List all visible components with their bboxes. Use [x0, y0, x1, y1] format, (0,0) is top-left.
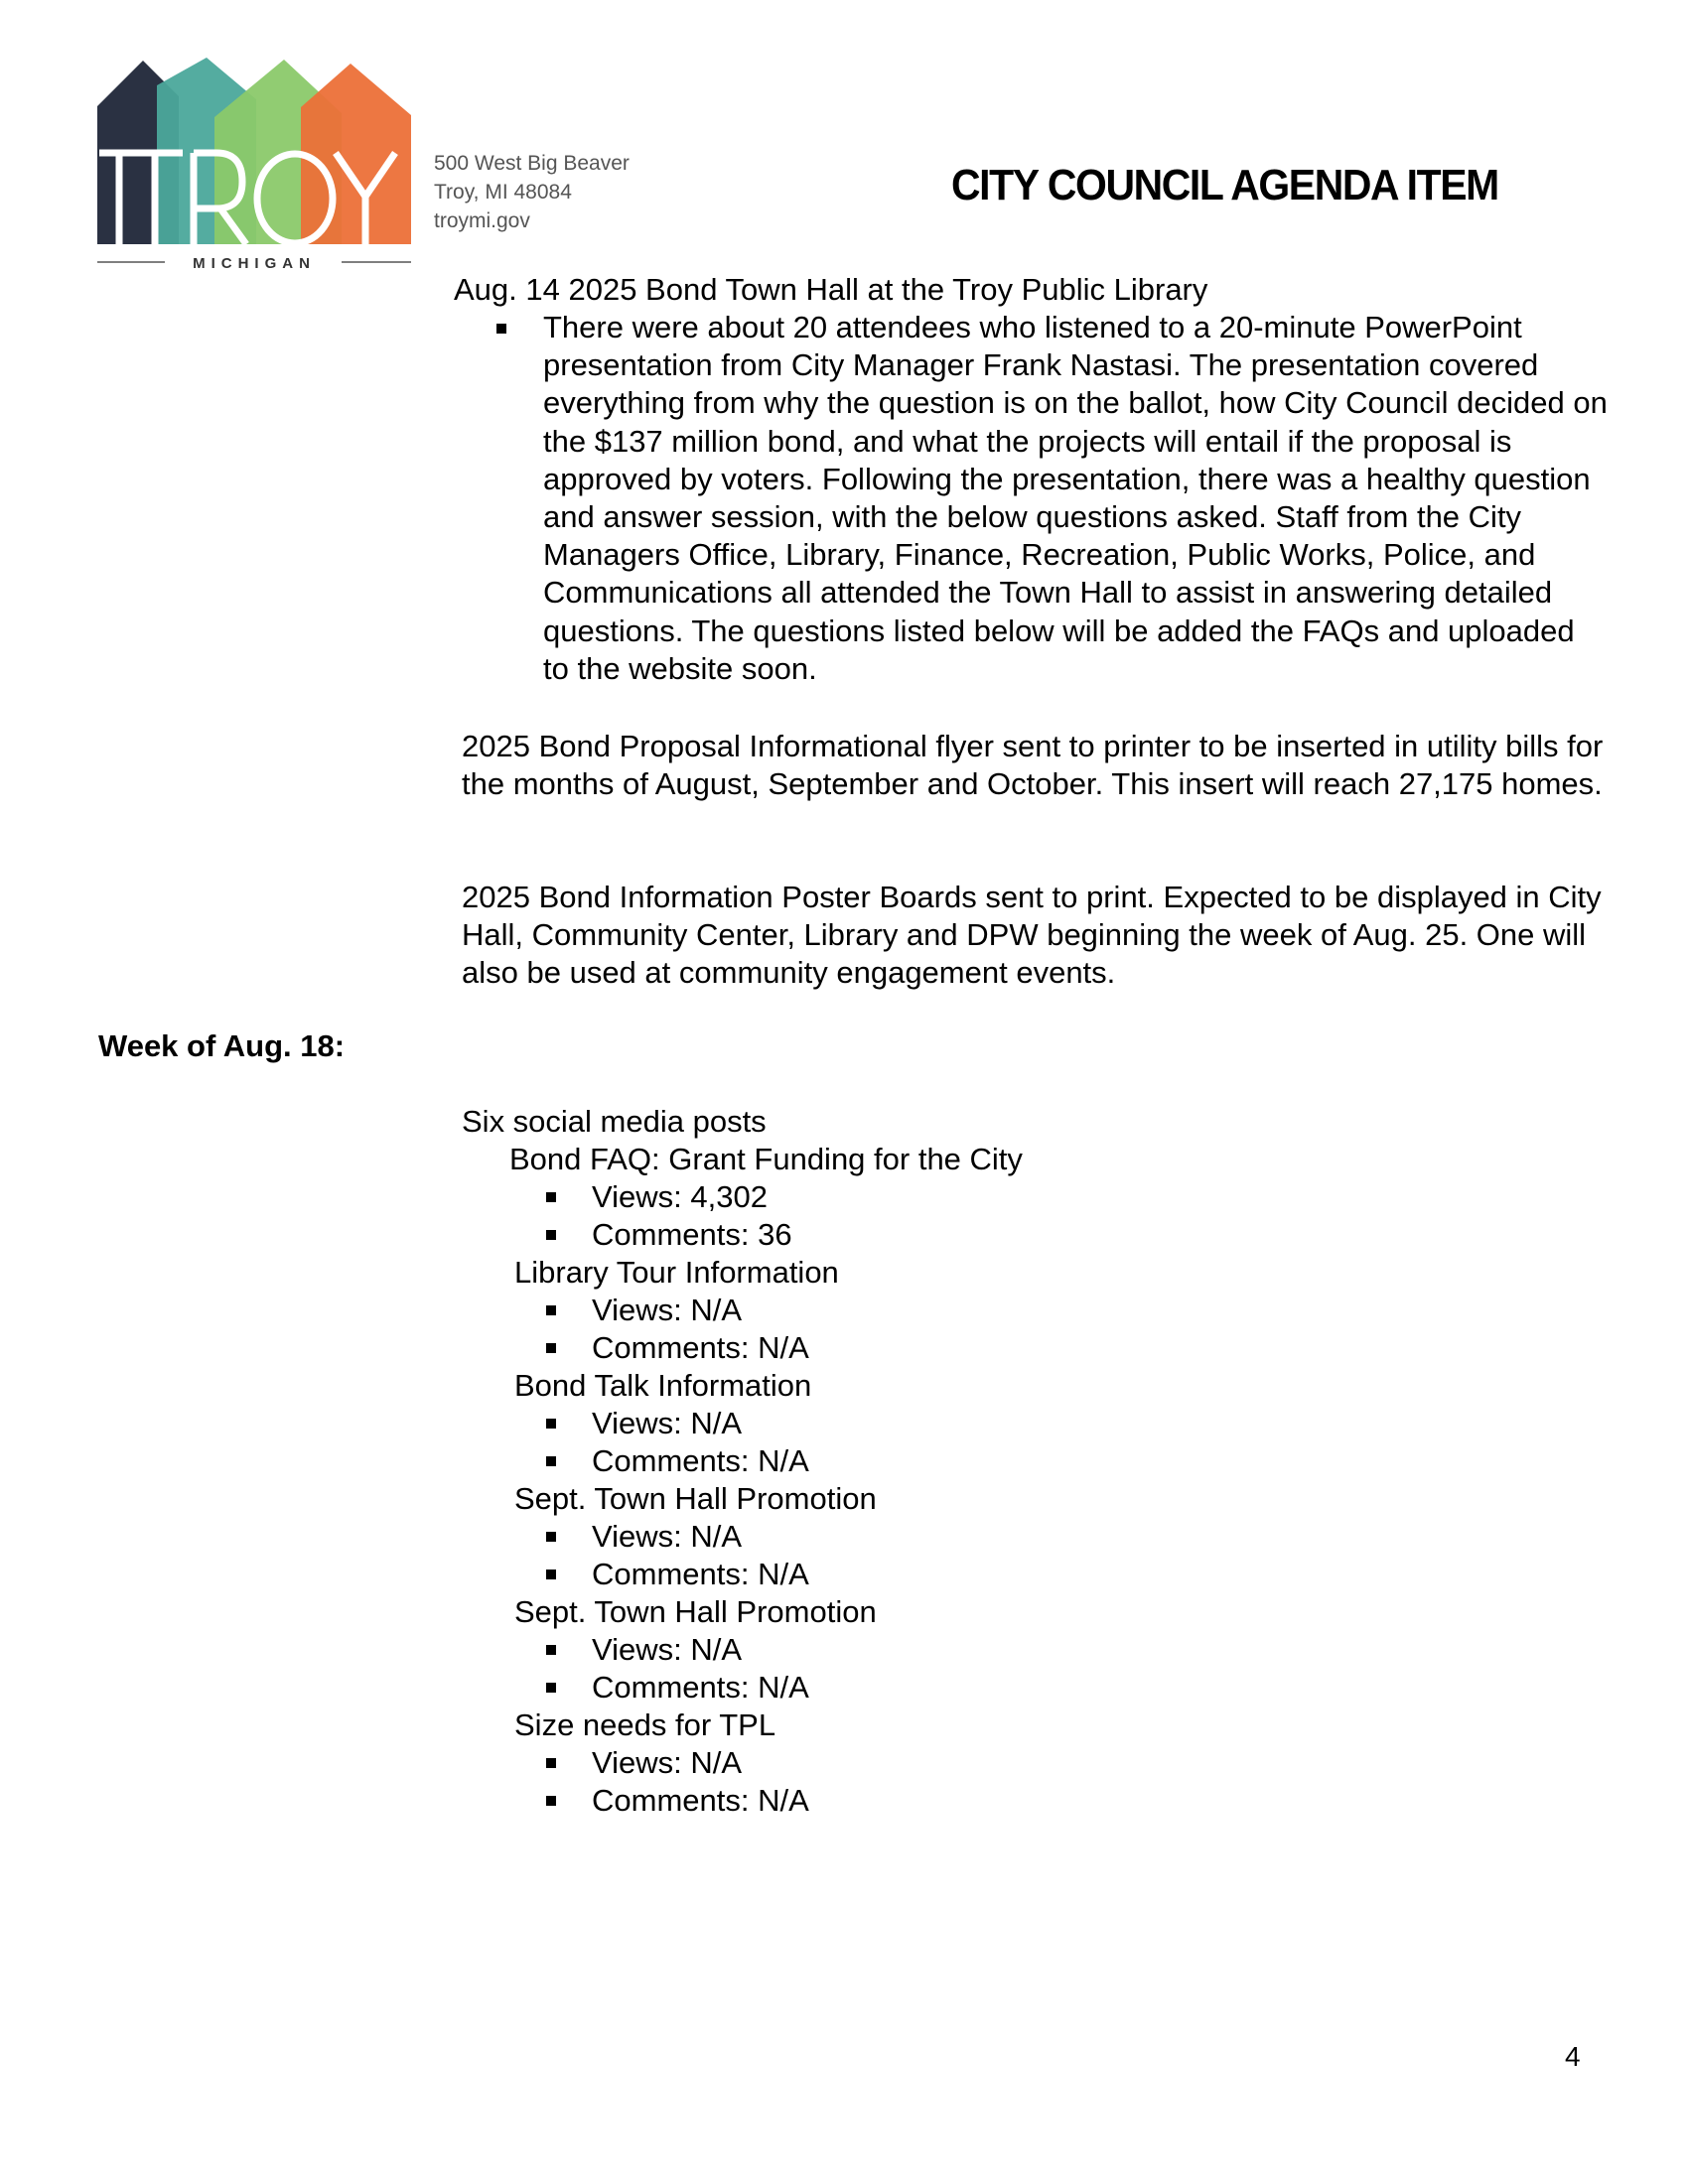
post-item [514, 1593, 877, 1706]
flyer-paragraph: 2025 Bond Proposal Informational flyer sent to printer to be inserted in utility bills for the months of August, September and October. This insert will reach 27,175 homes. [462, 729, 1604, 801]
address-block [434, 149, 630, 235]
post-label: Bond FAQ: Grant Funding for the City [509, 1142, 1023, 1176]
website-text: troymi.gov [434, 209, 530, 232]
town-hall-bullet-text: There were about 20 attendees who listened to a 20-minute PowerPoint presentation from City Manager Frank Nastasi. The presentation covered everything from why the question is on the ballot, how City Council decided on the $137 million bond, and what the projects will entail if the proposal is approved by voters. Following the presentation, there was a healthy question and answer session, with the below questions asked. Staff from the City Managers Office, Library, Finance, Recreation, Public Works, Police, and Communications all attended the Town Hall to assist in answering detailed questions. The questions listed below will be added the FAQs and uploaded to the website soon. [543, 310, 1608, 686]
post-comments: Comments: N/A [514, 1442, 811, 1480]
post-item [514, 1706, 809, 1820]
troy-logo [97, 58, 411, 272]
week-heading: Week of Aug. 18: [98, 1028, 346, 1063]
post-item [514, 1254, 839, 1367]
square-bullet-icon [546, 1456, 556, 1466]
square-bullet-icon [546, 1532, 556, 1542]
town-hall-bullet [496, 309, 1609, 688]
post-views: Views: N/A [514, 1292, 839, 1329]
post-views: Views: N/A [514, 1405, 811, 1442]
post-label: Library Tour Information [514, 1255, 839, 1290]
square-bullet-icon [546, 1419, 556, 1429]
post-views: Views: 4,302 [509, 1178, 1023, 1216]
page-number: 4 [1565, 2041, 1581, 2072]
square-bullet-icon [496, 324, 506, 334]
post-comments: Comments: N/A [514, 1556, 877, 1593]
post-item [514, 1480, 877, 1593]
post-comments: Comments: N/A [514, 1329, 839, 1367]
social-posts-title: Six social media posts [462, 1104, 767, 1139]
poster-paragraph: 2025 Bond Information Poster Boards sent to print. Expected to be displayed in City Hall, Community Center, Library and DPW beginning the week of Aug. 25. One will also be used at community engagement events. [462, 880, 1602, 990]
square-bullet-icon [546, 1305, 556, 1315]
square-bullet-icon [546, 1796, 556, 1806]
address-line-2: Troy, MI 48084 [434, 181, 572, 204]
post-item [514, 1367, 811, 1480]
post-views: Views: N/A [514, 1631, 877, 1669]
square-bullet-icon [546, 1230, 556, 1240]
square-bullet-icon [546, 1570, 556, 1579]
post-comments: Comments: 36 [509, 1216, 1023, 1254]
post-item [509, 1141, 1023, 1254]
square-bullet-icon [546, 1645, 556, 1655]
post-label: Size needs for TPL [514, 1707, 776, 1742]
post-comments: Comments: N/A [514, 1669, 877, 1706]
square-bullet-icon [546, 1683, 556, 1693]
post-label: Sept. Town Hall Promotion [514, 1594, 877, 1629]
square-bullet-icon [546, 1758, 556, 1768]
square-bullet-icon [546, 1192, 556, 1202]
post-views: Views: N/A [514, 1744, 809, 1782]
town-hall-heading: Aug. 14 2025 Bond Town Hall at the Troy Public Library [454, 272, 1208, 307]
post-views: Views: N/A [514, 1518, 877, 1556]
document-title: CITY COUNCIL AGENDA ITEM [951, 161, 1498, 209]
logo-subtext: MICHIGAN [193, 255, 316, 272]
square-bullet-icon [546, 1343, 556, 1353]
address-line-1: 500 West Big Beaver [434, 152, 630, 175]
post-label: Sept. Town Hall Promotion [514, 1481, 877, 1516]
post-label: Bond Talk Information [514, 1368, 812, 1403]
post-comments: Comments: N/A [514, 1782, 809, 1820]
